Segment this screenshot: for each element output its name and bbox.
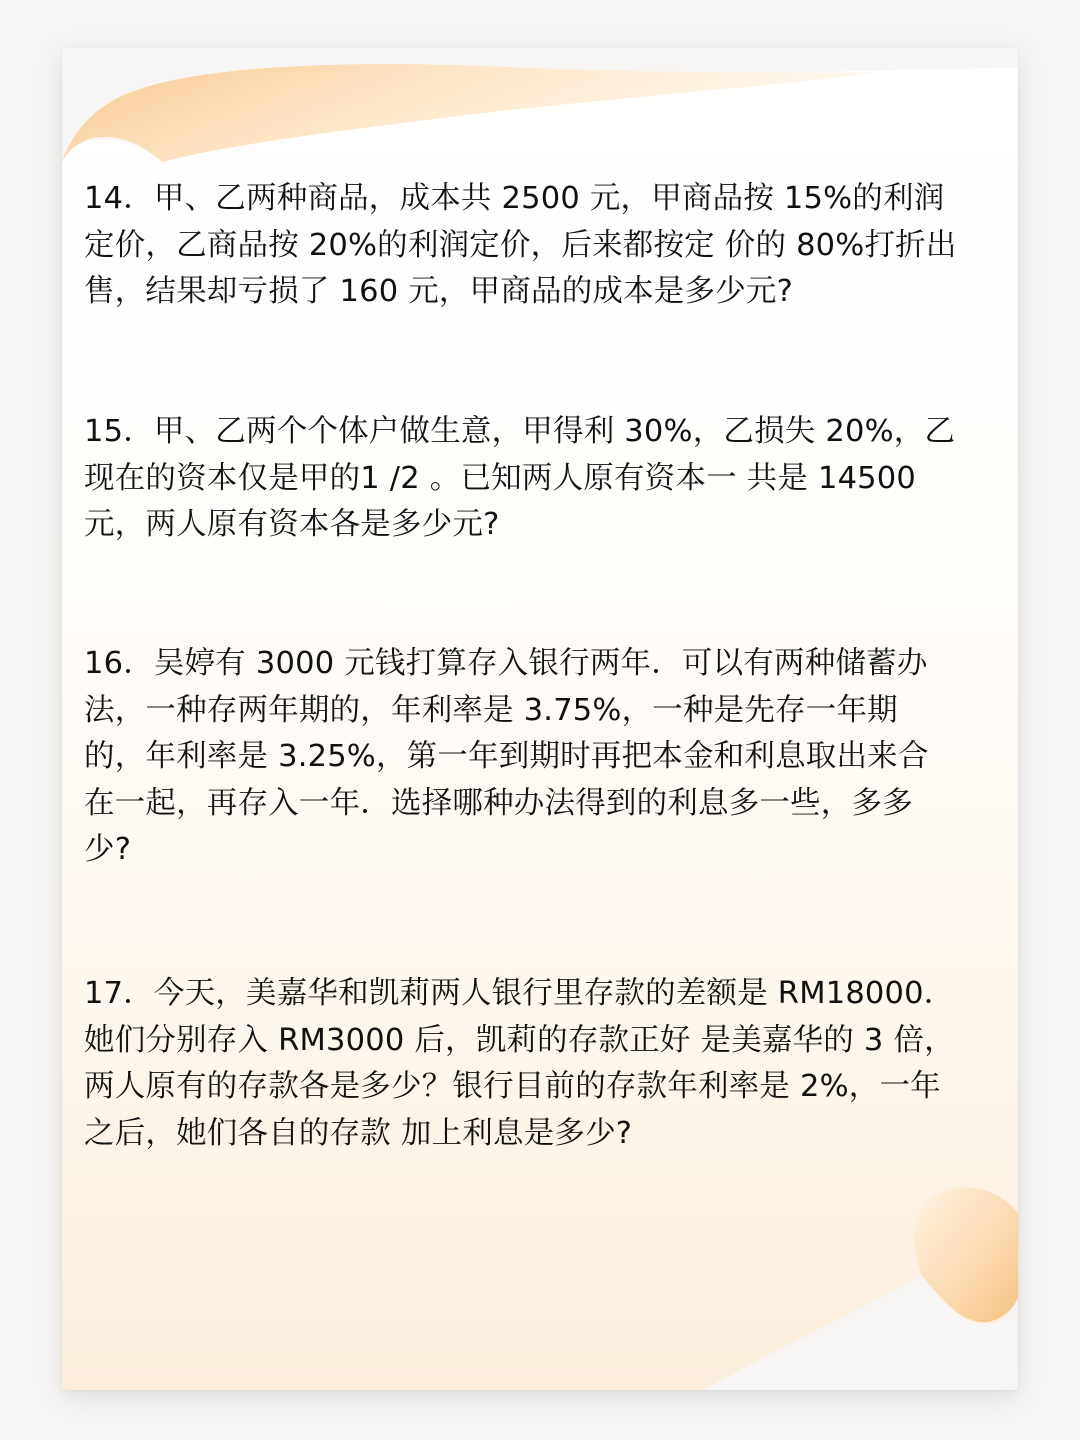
question-17-line-4: 之后，她们各自的存款 加上利息是多少? xyxy=(84,1115,633,1151)
question-16-line-3: 的，年利率是 3.25%，第一年到期时再把本金和利息取出来合 xyxy=(84,739,929,774)
question-17-line-2: 她们分别存入 RM3000 后，凯莉的存款正好 是美嘉华的 3 倍， xyxy=(84,1022,955,1058)
question-16-line-4: 在一起，再存入一年．选择哪种办法得到的利息多一些，多多 xyxy=(84,785,913,821)
question-16 xyxy=(84,641,929,874)
question-15-line-1: 15．甲、乙两个个体户做生意，甲得利 30%，乙损失 20%，乙 xyxy=(84,414,956,449)
question-15 xyxy=(84,409,955,549)
question-17 xyxy=(84,971,955,1157)
question-14-line-3: 售，结果却亏损了 160 元，甲商品的成本是多少元? xyxy=(84,274,793,309)
question-15-line-3: 元，两人原有资本各是多少元? xyxy=(84,507,500,542)
question-17-line-3: 两人原有的存款各是多少？银行目前的存款年利率是 2%，一年 xyxy=(84,1069,941,1104)
question-16-line-1: 16．吴婷有 3000 元钱打算存入银行两年．可以有两种储蓄办 xyxy=(84,646,928,681)
question-17-line-1: 17．今天，美嘉华和凯莉两人银行里存款的差额是 RM18000． xyxy=(84,976,955,1011)
question-16-line-5: 少? xyxy=(84,832,132,867)
question-16-line-2: 法，一种存两年期的，年利率是 3.75%，一种是先存一年期 xyxy=(84,692,898,728)
question-14 xyxy=(84,176,957,316)
question-14-line-2: 定价，乙商品按 20%的利润定价，后来都按定 价的 80%打折出 xyxy=(84,227,957,263)
paper-sheet xyxy=(62,48,1018,1390)
question-15-line-2: 现在的资本仅是甲的1 /2 。已知两人原有资本一 共是 14500 xyxy=(84,460,916,496)
question-14-line-1: 14．甲、乙两种商品，成本共 2500 元，甲商品按 15%的利润 xyxy=(84,181,945,216)
